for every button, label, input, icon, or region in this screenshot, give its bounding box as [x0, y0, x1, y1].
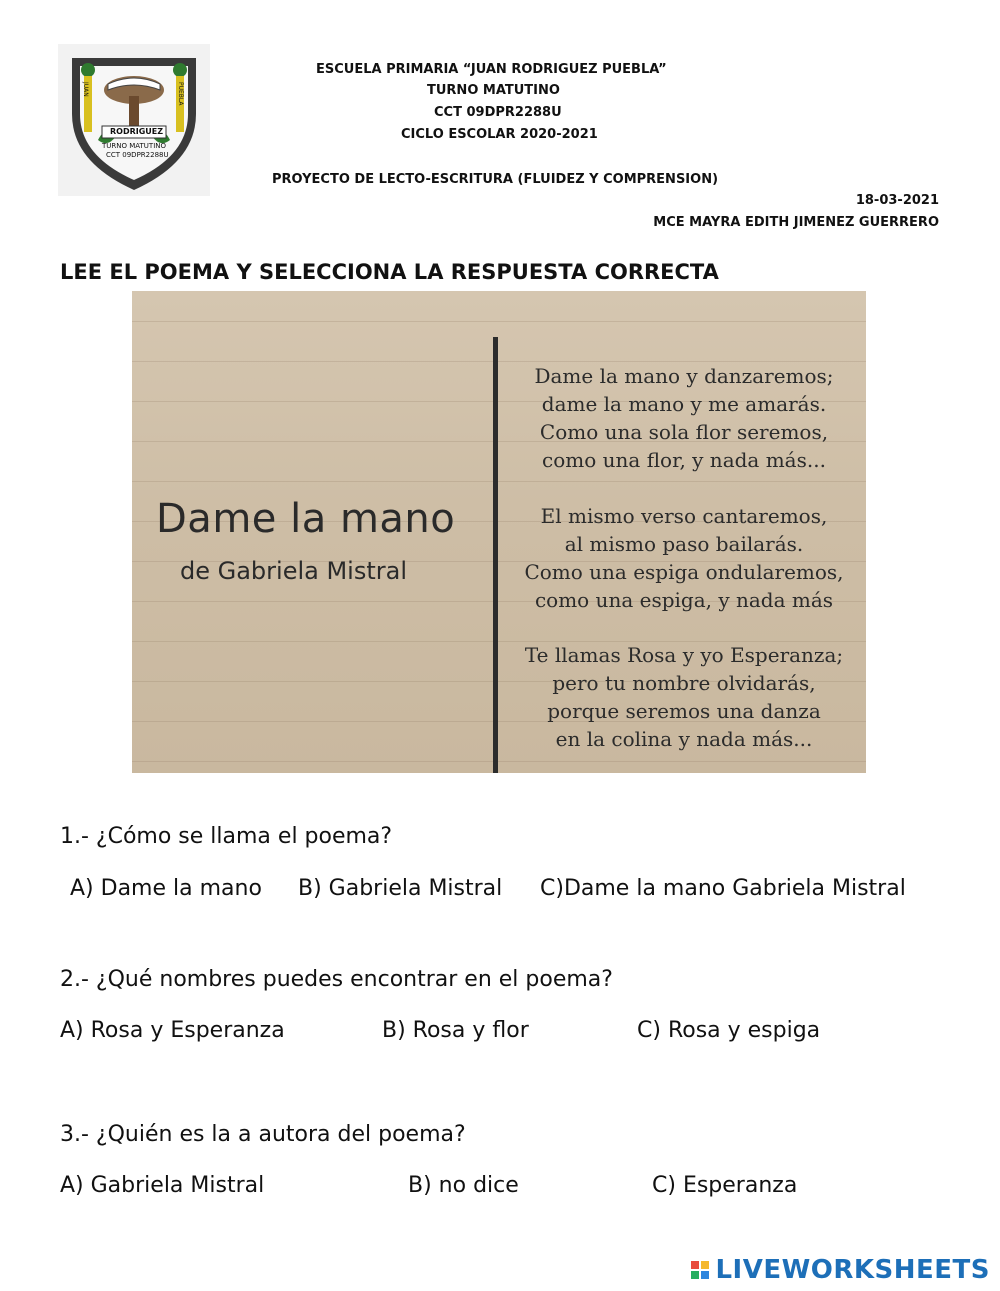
question-3-option-a[interactable]: A) Gabriela Mistral	[60, 1173, 265, 1198]
poem-author: de Gabriela Mistral	[180, 557, 408, 585]
poem-line: Dame la mano y danzaremos;	[534, 364, 834, 388]
question-1-option-c[interactable]: C)Dame la mano Gabriela Mistral	[540, 876, 906, 901]
school-name: ESCUELA PRIMARIA “JUAN RODRIGUEZ PUEBLA”	[316, 62, 667, 77]
question-2-text: 2.- ¿Qué nombres puedes encontrar en el poema?	[60, 967, 613, 992]
school-crest-icon	[58, 44, 210, 196]
liveworksheets-brand	[691, 1255, 990, 1285]
poem-line: pero tu nombre olvidarás,	[552, 671, 816, 695]
poem-line: dame la mano y me amarás.	[541, 392, 827, 416]
poem-stanza-3	[502, 641, 866, 753]
logo-left-text: JUAN	[82, 82, 89, 97]
question-2-option-b[interactable]: B) Rosa y flor	[382, 1018, 529, 1043]
question-2-option-a[interactable]: A) Rosa y Esperanza	[60, 1018, 285, 1043]
poem-divider	[493, 337, 498, 773]
question-1-text: 1.- ¿Cómo se llama el poema?	[60, 824, 393, 849]
poem-line: Como una espiga ondularemos,	[524, 560, 844, 584]
worksheet-date: 18-03-2021	[855, 193, 939, 208]
poem-line: Te llamas Rosa y yo Esperanza;	[524, 643, 844, 667]
teacher-name: MCE MAYRA EDITH JIMENEZ GUERRERO	[653, 215, 939, 230]
question-2-option-c[interactable]: C) Rosa y espiga	[637, 1018, 821, 1043]
poem-line: porque seremos una danza	[547, 699, 821, 723]
school-shift: TURNO MATUTINO	[427, 83, 560, 98]
question-3-text: 3.- ¿Quién es la a autora del poema?	[60, 1122, 466, 1147]
question-1-option-b[interactable]: B) Gabriela Mistral	[298, 876, 503, 901]
instruction-heading: LEE EL POEMA Y SELECCIONA LA RESPUESTA CORRECTA	[60, 260, 719, 284]
logo-line2: CCT 09DPR2288U	[106, 151, 169, 159]
brand-name: LIVEWORKSHEETS	[715, 1255, 990, 1285]
question-3-option-c[interactable]: C) Esperanza	[652, 1173, 798, 1198]
logo-banner-text: RODRIGUEZ	[110, 127, 164, 136]
liveworksheets-logo-icon	[691, 1261, 709, 1279]
poem-line: Como una sola flor seremos,	[539, 420, 829, 444]
question-1-option-a[interactable]: A) Dame la mano	[70, 876, 262, 901]
logo-line1: TURNO MATUTINO	[102, 142, 167, 150]
poem-line: en la colina y nada más...	[555, 727, 813, 751]
logo-right-text: PUEBLA	[177, 82, 184, 106]
poem-card	[132, 291, 866, 773]
question-3-option-b[interactable]: B) no dice	[408, 1173, 519, 1198]
school-cycle: CICLO ESCOLAR 2020-2021	[401, 127, 598, 142]
school-logo	[58, 44, 210, 196]
poem-line: como una espiga, y nada más	[534, 588, 834, 612]
project-title: PROYECTO DE LECTO-ESCRITURA (FLUIDEZ Y COMPRENSION)	[272, 172, 719, 187]
poem-title: Dame la mano	[156, 496, 456, 542]
poem-line: como una flor, y nada más...	[542, 448, 826, 472]
poem-stanza-1	[502, 362, 866, 474]
poem-stanza-2	[502, 502, 866, 614]
poem-line: El mismo verso cantaremos,	[540, 504, 828, 528]
poem-line: al mismo paso bailarás.	[564, 532, 804, 556]
school-cct: CCT 09DPR2288U	[434, 105, 562, 120]
